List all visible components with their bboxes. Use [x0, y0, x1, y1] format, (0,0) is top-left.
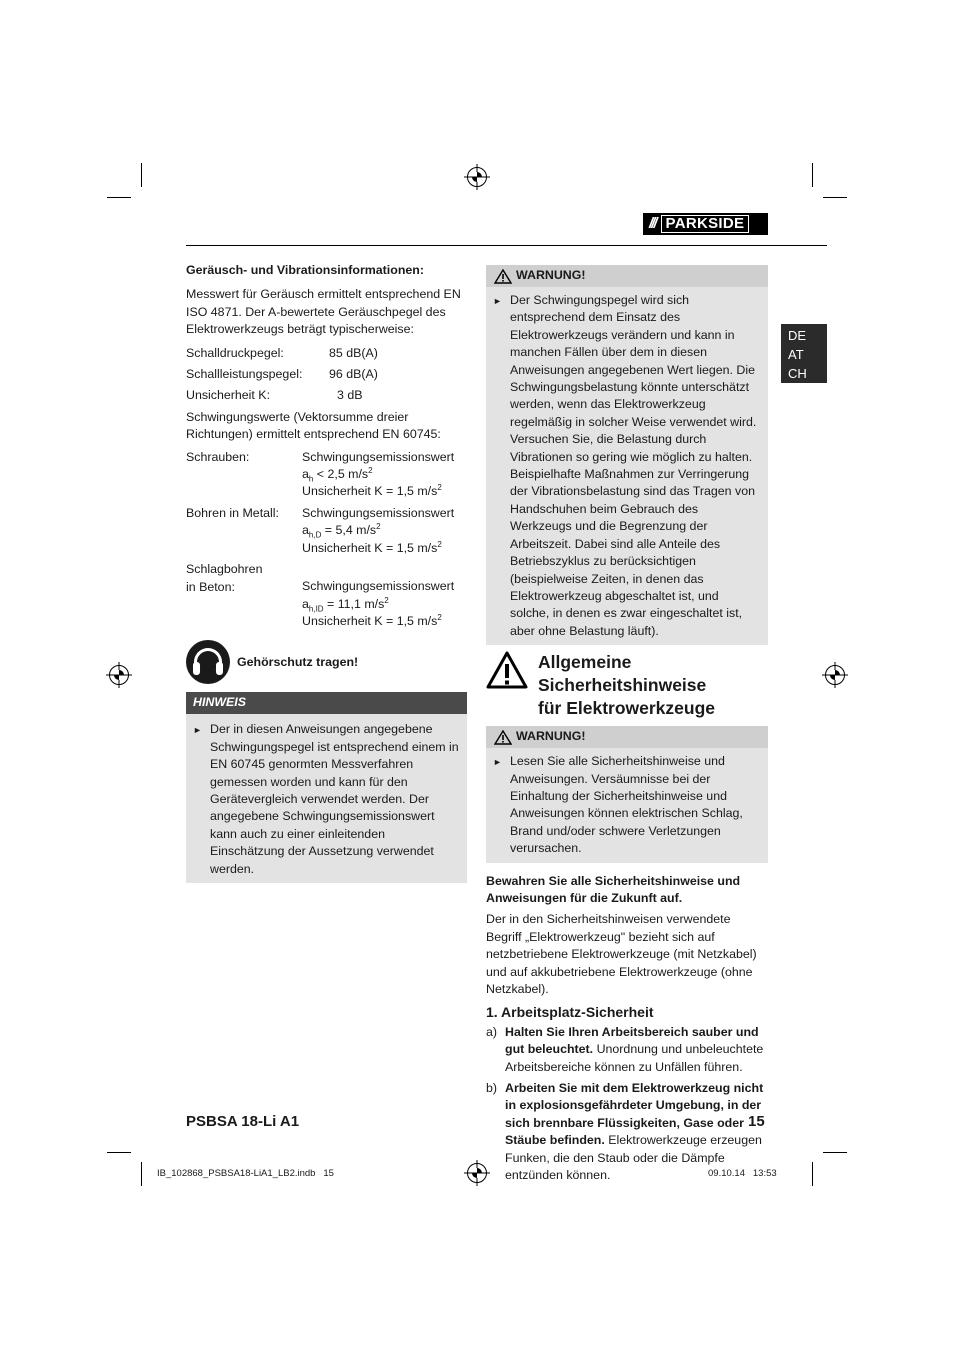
keep-instructions: Bewahren Sie alle Sicherheitshinweise und Anweisungen für die Zukunft auf.	[486, 873, 741, 905]
bullet-arrow-icon: ►	[493, 296, 502, 306]
vibration-uncertainty: Unsicherheit K = 1,5 $m/s^2$	[302, 539, 442, 555]
header-rule	[186, 245, 827, 246]
crop-mark	[812, 1162, 813, 1186]
warning-icon	[494, 730, 512, 745]
vibration-label: Bohren in Metall:	[186, 505, 279, 520]
list-item	[486, 1024, 768, 1076]
section-title: Allgemeine	[538, 652, 632, 673]
ear-protection	[186, 640, 467, 684]
ear-protection-label: Gehörschutz tragen!	[237, 654, 359, 669]
vibration-label: Schlagbohren in Beton:	[186, 562, 263, 594]
vibration-line: Schwingungsemissionswert	[302, 449, 455, 464]
noise-intro: Messwert für Geräusch ermittelt entsprechend EN ISO 4871. Der A-bewertete Geräuschpegel des Elektrowerkzeugs beträgt typischerweise:	[186, 287, 461, 337]
crop-mark	[141, 1162, 142, 1186]
warning-icon	[494, 269, 512, 284]
registration-mark-icon	[825, 665, 845, 685]
list-label: a)	[486, 1024, 498, 1039]
slug-file: IB_102868_PSBSA18-LiA1_LB2.indb 15	[157, 1168, 334, 1179]
brand-slashes: ///	[649, 215, 656, 233]
vibration-row	[186, 449, 467, 501]
vibration-row	[186, 505, 467, 557]
vibration-uncertainty: Unsicherheit K = 1,5 $m/s^2$	[302, 483, 442, 499]
spec-value: 3 dB	[337, 388, 363, 403]
ear-protection-icon	[186, 640, 230, 684]
crop-mark	[823, 197, 847, 198]
crop-mark	[141, 163, 142, 187]
list-text: Elektrowerkzeuge erzeugen Funken, die den Staub oder die Dämpfe entzünden können.	[505, 1133, 762, 1183]
crop-mark	[107, 1152, 131, 1153]
list-label: b)	[486, 1081, 498, 1096]
spec-value: 96 dB(A)	[329, 367, 378, 382]
bullet-arrow-icon: ►	[493, 757, 502, 768]
vibration-uncertainty: Unsicherheit K = 1,5 $m/s^2$	[302, 612, 442, 628]
spec-row	[186, 387, 467, 404]
spec-label: Schalldruckpegel:	[186, 345, 284, 360]
left-column	[186, 262, 467, 891]
vibration-line: Schwingungsemissionswert	[302, 505, 455, 520]
hinweis-text: Der in diesen Anweisungen angegebene Schwingungspegel ist entsprechend einem in EN 60745 genormten Messverfahren gemessen worden und kann für den Gerätevergleich verwendet werden. Der angegebene Schwingungsemissionswert kann auch zu einer einleitenden Einschätzung der Aussetzung verwendet werden.	[210, 722, 459, 876]
vibration-value: $a_{h,ID} = 11,1$ $m/s^2$	[302, 595, 389, 613]
vibration-intro: Schwingungswerte (Vektorsumme dreier Richtungen) ermittelt entsprechend EN 60745:	[186, 409, 441, 442]
warning-text: Der Schwingungspegel wird sich entsprechend dem Einsatz des Elektrowerkzeugs verändern und kann in manchen Fällen über dem in diesen Anweisungen angegebenen Wert liegen. Die Schwingungsbelastung könnte unterschätzt werden, wenn das Elektrowerkzeug regelmäßig in solcher Weise verwendet wird. Versuchen Sie, die Belastung durch Vibrationen so gering wie möglich zu halten. Beispielhafte Maßnahmen zur Verringerung der Vibrationsbelastung sind das Tragen von Handschuhen beim Gebrauch des Werkzeugs und die Begrenzung der Arbeitszeit. Dabei sind alle Anteile des Betriebszyklus zu berücksichtigen (beispielweise Zeiten, in denen das Elektrowerkzeug abgeschaltet ist, und solche, in denen es zwar eingeschaltet ist, aber ohne Belastung läuft).	[510, 293, 757, 638]
crop-mark	[823, 1152, 847, 1153]
vibration-row	[186, 561, 467, 630]
brand-name: PARKSIDE	[661, 215, 750, 233]
spec-row	[186, 366, 467, 383]
warning-icon	[486, 651, 528, 689]
page-number: 15	[748, 1113, 765, 1130]
crop-mark	[812, 163, 813, 187]
warning-text: Lesen Sie alle Sicherheitshinweise und Anweisungen. Versäumnisse bei der Einhaltung der Sicherheitshinweise und Anweisungen können elektrischen Schlag, Brand und/oder schwere Verletzungen verursachen.	[510, 754, 743, 856]
brand-logo	[643, 213, 768, 235]
list-bold: Arbeiten Sie mit dem Elektrowerkzeug nicht in explosionsgefährdeter Umgebung, in der sich brennbare Flüssigkeiten, Gase oder Stäube befinden.	[505, 1081, 764, 1148]
section-title: für Elektrowerkzeuge	[538, 698, 715, 719]
warning-box	[486, 726, 768, 862]
list-text: Unordnung und unbeleuchtete Arbeitsbereiche können zu Unfällen führen.	[505, 1042, 764, 1074]
vibration-value: $a_{h,D} = 5,4$ $m/s^2$	[302, 522, 381, 540]
warning-title: WARNUNG!	[516, 268, 586, 283]
list-bold: Halten Sie Ihren Arbeitsbereich sauber und gut beleuchtet.	[505, 1024, 759, 1057]
section-title: Sicherheitshinweise	[538, 675, 707, 696]
vibration-label: Schrauben:	[186, 449, 250, 464]
country-code: AT	[788, 347, 804, 362]
spec-label: Unsicherheit K:	[186, 388, 271, 403]
crop-mark	[107, 197, 131, 198]
bullet-arrow-icon: ►	[193, 725, 202, 736]
spec-row	[186, 345, 467, 362]
subsection-title: 1. Arbeitsplatz-Sicherheit	[486, 1004, 654, 1021]
section-heading	[486, 651, 768, 720]
noise-heading: Geräusch- und Vibrationsinformationen:	[186, 263, 424, 277]
hinweis-box	[186, 692, 467, 883]
definition-text: Der in den Sicherheitshinweisen verwendete Begriff „Elektrowerkzeug" bezieht sich auf netzbetriebene Elektrowerkzeuge (mit Netzkabel) und auf akkubetriebene Elektrowerkzeuge (ohne Netzkabel).	[486, 912, 757, 996]
footer-model: PSBSA 18-Li A1	[186, 1113, 300, 1130]
right-column	[486, 265, 768, 1188]
hinweis-title: HINWEIS	[186, 692, 467, 714]
registration-mark-icon	[467, 167, 487, 187]
warning-title: WARNUNG!	[516, 729, 586, 744]
registration-mark-icon	[467, 1163, 487, 1183]
slug-date: 09.10.14 13:53	[708, 1168, 777, 1179]
spec-value: 85 dB(A)	[329, 345, 378, 360]
vibration-line: Schwingungsemissionswert	[302, 579, 455, 594]
country-tab	[781, 324, 827, 383]
vibration-value: $a_h < 2,5$ $m/s^2$	[302, 465, 373, 484]
country-code: DE	[788, 328, 807, 343]
country-code: CH	[788, 366, 807, 381]
spec-label: Schallleistungspegel:	[186, 367, 303, 382]
registration-mark-icon	[109, 665, 129, 685]
warning-box	[486, 265, 768, 645]
